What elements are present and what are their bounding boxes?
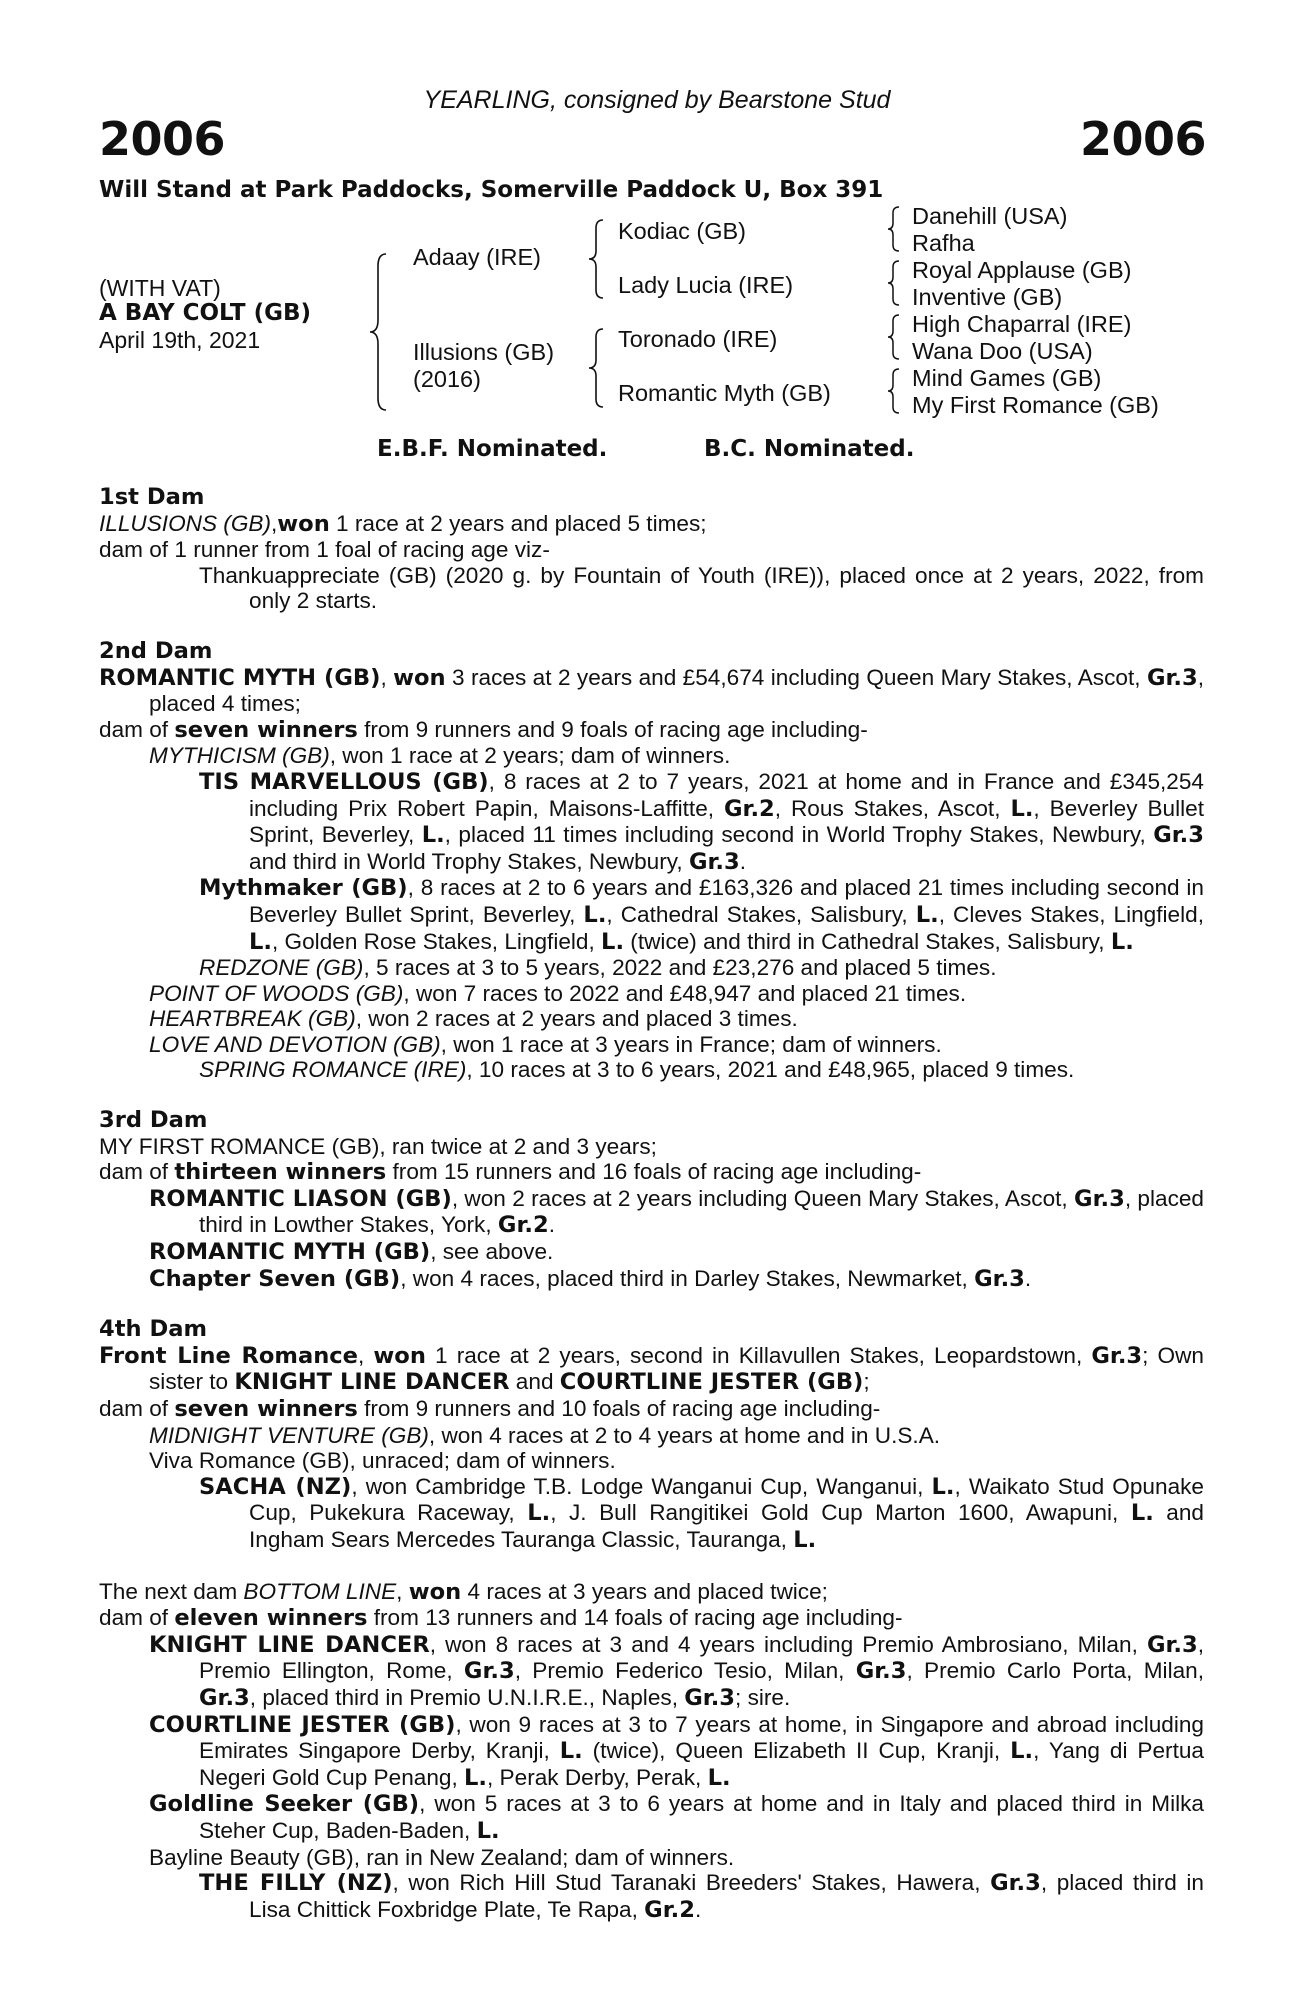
- pedigree-entry: [99, 1032, 1204, 1058]
- text-run: ; sire.: [735, 1684, 791, 1710]
- text-run: dam of 1 runner from 1 foal of racing age viz-: [99, 537, 550, 563]
- text-run: (twice) and third in Cathedral Stakes, Salisbury,: [624, 928, 1111, 954]
- text-run: , won 2 races at 2 years including Queen Mary Stakes, Ascot,: [451, 1185, 1075, 1211]
- pedigree-entry: [99, 1712, 1204, 1792]
- pedigree-entry: [99, 1448, 1204, 1474]
- bold-run: Gr.3: [684, 1684, 736, 1711]
- lot-number-right: 2006: [1079, 112, 1206, 166]
- vat-note: (WITH VAT): [99, 275, 221, 301]
- pedigree-entry: [99, 717, 1204, 744]
- text-run: , won 4 races at 2 to 4 years at home and in U.S.A.: [428, 1422, 941, 1448]
- text-run: , won 2 races at 2 years and placed 3 times.: [355, 1006, 798, 1032]
- text-run: , placed third in Lowther Stakes, York,: [199, 1185, 1204, 1238]
- pedigree-dam-dam: Romantic Myth (GB): [618, 380, 831, 406]
- text-run: , Perak Derby, Perak,: [487, 1764, 708, 1790]
- pedigree-g4-3: Royal Applause (GB): [912, 257, 1132, 283]
- bold-run: Gr.3: [463, 1658, 515, 1685]
- bold-run: Gr.3: [1153, 822, 1204, 849]
- pedigree-entry: [99, 1134, 1204, 1160]
- text-run: (twice), Queen Elizabeth II Cup, Kranji,: [582, 1738, 1011, 1764]
- section-heading: 4th Dam: [99, 1316, 208, 1343]
- section-heading: 1st Dam: [99, 484, 205, 510]
- pedigree-entry: [99, 1186, 1204, 1239]
- text-run: .: [739, 848, 746, 874]
- bold-run: Gr.3: [855, 1658, 907, 1685]
- text-run: and Ingham Sears Mercedes Tauranga Classic, Tauranga,: [249, 1500, 1204, 1552]
- pedigree-entry: [99, 511, 1204, 538]
- bold-run: L.: [559, 1738, 583, 1765]
- pedigree-g4-8: My First Romance (GB): [912, 392, 1159, 418]
- pedigree-brace-g3-3: [886, 313, 902, 361]
- pedigree-entry: [99, 875, 1204, 955]
- pedigree-entry: [99, 955, 1204, 981]
- text-run: dam of: [99, 1605, 175, 1631]
- pedigree-entry: [99, 1396, 1204, 1423]
- pedigree-sire-sire: Kodiac (GB): [618, 218, 746, 244]
- pedigree-entry: [99, 537, 1204, 563]
- pedigree-g4-5: High Chaparral (IRE): [912, 311, 1132, 337]
- text-run: and third in World Trophy Stakes, Newbury,: [249, 848, 689, 874]
- pedigree-entry: [99, 1870, 1204, 1923]
- pedigree-brace-main: [368, 252, 390, 412]
- text-run: , placed 11 times including second in World Trophy Stakes, Newbury,: [444, 822, 1154, 848]
- text-run: from 15 runners and 16 foals of racing age including-: [386, 1159, 922, 1185]
- text-run: , Premio Carlo Porta, Milan,: [906, 1658, 1205, 1684]
- text-run: , won 4 races, placed third in Darley Stakes, Newmarket,: [400, 1265, 975, 1291]
- text-run: ; Own sister to: [149, 1342, 1204, 1395]
- pedigree-entry: [99, 1579, 1204, 1606]
- bold-run: THE FILLY (NZ): [199, 1870, 393, 1897]
- text-run: ;: [863, 1369, 870, 1395]
- text-run: , Yang di Pertua Negeri Gold Cup Penang,: [199, 1738, 1204, 1790]
- bold-run: L.: [1010, 795, 1034, 822]
- pedigree-entry: [99, 743, 1204, 769]
- bold-run: L.: [527, 1500, 551, 1527]
- bold-run: Gr.3: [199, 1684, 250, 1711]
- bold-run: L.: [793, 1526, 817, 1553]
- bold-run: Front Line Romance: [99, 1342, 359, 1369]
- pedigree-entry: [99, 769, 1204, 875]
- text-run: , placed 4 times;: [149, 664, 1204, 717]
- text-run: dam of: [99, 1159, 175, 1185]
- pedigree-brace-g3-1: [886, 205, 902, 253]
- pedigree-entry: [99, 1632, 1204, 1712]
- pedigree-g4-2: Rafha: [912, 230, 975, 256]
- italic-run: ILLUSIONS (GB): [99, 510, 272, 536]
- pedigree-entry: [99, 1474, 1204, 1554]
- bold-run: eleven winners: [174, 1605, 368, 1632]
- bold-run: L.: [1110, 928, 1134, 955]
- italic-run: REDZONE (GB): [199, 955, 364, 981]
- text-run: , Cleves Stakes, Lingfield,: [938, 901, 1204, 927]
- text-run: , Premio Ellington, Rome,: [199, 1631, 1204, 1684]
- pedigree-g4-7: Mind Games (GB): [912, 365, 1102, 391]
- bold-run: Mythmaker (GB): [199, 875, 408, 902]
- foaling-date: April 19th, 2021: [99, 327, 261, 353]
- pedigree-dam-sire: Toronado (IRE): [618, 326, 778, 352]
- bold-run: Gr.3: [1146, 1631, 1198, 1658]
- text-run: , won 8 races at 3 and 4 years including Premio Ambrosiano, Milan,: [429, 1631, 1147, 1657]
- pedigree-entry: [99, 981, 1204, 1007]
- pedigree-entry: [99, 1159, 1204, 1186]
- text-run: , Cathedral Stakes, Salisbury,: [606, 901, 916, 927]
- text-run: 1 race at 2 years and placed 5 times;: [329, 510, 707, 536]
- pedigree-g4-6: Wana Doo (USA): [912, 338, 1093, 364]
- pedigree-brace-sire: [587, 218, 607, 300]
- bold-run: Gr.3: [990, 1870, 1041, 1897]
- text-run: from 9 runners and 10 foals of racing age including-: [357, 1396, 881, 1421]
- text-run: ,: [396, 1578, 409, 1604]
- dam-section: [99, 1579, 1204, 1924]
- text-run: , 10 races at 3 to 6 years, 2021 and £48,965, placed 9 times.: [466, 1057, 1075, 1083]
- bold-run: KNIGHT LINE DANCER: [149, 1631, 430, 1658]
- bold-run: KNIGHT LINE DANCER: [234, 1369, 510, 1396]
- text-run: 3 races at 2 years and £54,674 including Queen Mary Stakes, Ascot,: [445, 664, 1147, 690]
- bold-run: won: [408, 1578, 462, 1605]
- bold-run: L.: [601, 928, 625, 955]
- bold-run: SACHA (NZ): [199, 1473, 352, 1500]
- horse-name: A BAY COLT (GB): [99, 300, 312, 326]
- ebf-nomination: E.B.F. Nominated.: [377, 436, 608, 462]
- text-run: .: [548, 1212, 555, 1238]
- pedigree-entry: [99, 1239, 1204, 1266]
- text-run: , Premio Federico Tesio, Milan,: [514, 1658, 856, 1684]
- text-run: ,: [380, 664, 394, 690]
- text-run: , won 1 race at 2 years; dam of winners.: [329, 743, 731, 769]
- catalogue-body: [99, 485, 1204, 1948]
- text-run: , won 5 races at 3 to 6 years at home and in Italy and placed third in Milka Steher Cup, Baden-Baden,: [199, 1791, 1204, 1843]
- text-run: .: [1024, 1265, 1032, 1291]
- text-run: dam of: [99, 716, 175, 742]
- consignor-subtitle: YEARLING, consigned by Bearstone Stud: [423, 86, 891, 114]
- lot-number-left: 2006: [99, 112, 226, 166]
- pedigree-entry: [99, 1006, 1204, 1032]
- pedigree-brace-dam: [587, 327, 607, 409]
- pedigree-entry: [99, 1266, 1204, 1293]
- bold-run: COURTLINE JESTER (GB): [559, 1369, 864, 1396]
- text-run: , placed third in Lisa Chittick Foxbridge Plate, Te Rapa,: [249, 1870, 1204, 1922]
- text-run: , won Rich Hill Stud Taranaki Breeders' Stakes, Hawera,: [392, 1870, 991, 1896]
- text-run: , Rous Stakes, Ascot,: [774, 795, 1011, 821]
- pedigree-entry: [99, 1057, 1204, 1083]
- text-run: 1 race at 2 years, second in Killavullen Stakes, Leopardstown,: [425, 1342, 1092, 1368]
- text-run: , Golden Rose Stakes, Lingfield,: [271, 928, 602, 954]
- section-heading: 2nd Dam: [99, 637, 213, 664]
- text-run: The next dam: [99, 1578, 244, 1604]
- bold-run: won: [393, 664, 446, 691]
- pedigree-brace-g3-4: [886, 367, 902, 415]
- italic-run: HEARTBREAK (GB): [149, 1006, 356, 1032]
- bold-run: L.: [464, 1764, 487, 1791]
- bold-run: seven winners: [174, 1396, 358, 1422]
- bold-run: Gr.3: [1091, 1342, 1143, 1369]
- pedigree-brace-g3-2: [886, 259, 902, 307]
- pedigree-entry: [99, 665, 1204, 717]
- section-heading: 3rd Dam: [99, 1107, 208, 1134]
- bold-run: Gr.3: [1146, 664, 1198, 691]
- pedigree-entry: [99, 1791, 1204, 1844]
- text-run: , 8 races at 2 to 6 years and £163,326 and placed 21 times including second in Beverley Bullet Sprint, Beverley,: [249, 875, 1204, 927]
- pedigree-dam: Illusions (GB): [413, 339, 555, 365]
- text-run: .: [694, 1896, 702, 1922]
- italic-run: BOTTOM LINE: [243, 1578, 397, 1604]
- dam-section: [99, 1317, 1204, 1553]
- bold-run: Gr.3: [974, 1265, 1025, 1292]
- italic-run: POINT OF WOODS (GB): [149, 980, 404, 1006]
- text-run: Bayline Beauty (GB), ran in New Zealand; dam of winners.: [149, 1844, 735, 1870]
- bold-run: seven winners: [174, 716, 358, 743]
- bold-run: ROMANTIC MYTH (GB): [149, 1239, 431, 1266]
- text-run: , won 9 races at 3 to 7 years at home, in Singapore and abroad including Emirates Singapore Derby, Kranji,: [199, 1711, 1204, 1764]
- text-run: from 13 runners and 14 foals of racing age including-: [367, 1605, 903, 1631]
- bold-run: Gr.3: [688, 848, 740, 875]
- bold-run: TIS MARVELLOUS (GB): [199, 768, 489, 795]
- text-run: , placed third in Premio U.N.I.R.E., Naples,: [249, 1684, 685, 1710]
- italic-run: MIDNIGHT VENTURE (GB): [149, 1422, 429, 1448]
- text-run: dam of: [99, 1396, 175, 1421]
- text-run: , Waikato Stud Opunake Cup, Pukekura Raceway,: [249, 1473, 1204, 1526]
- bold-run: Gr.2: [497, 1212, 549, 1239]
- text-run: , Beverley Bullet Sprint, Beverley,: [249, 795, 1204, 848]
- bold-run: won: [277, 510, 330, 537]
- dam-section: [99, 639, 1204, 1083]
- pedigree-entry: [99, 1423, 1204, 1449]
- bold-run: Chapter Seven (GB): [149, 1265, 401, 1292]
- text-run: Viva Romance (GB), unraced; dam of winners.: [149, 1448, 616, 1474]
- italic-run: SPRING ROMANCE (IRE): [199, 1057, 467, 1083]
- bold-run: L.: [476, 1817, 500, 1844]
- text-run: Thankuappreciate (GB) (2020 g. by Fountain of Youth (IRE)), placed once at 2 years, 2022, from only 2 starts.: [199, 562, 1204, 614]
- text-run: , see above.: [430, 1239, 554, 1265]
- bold-run: Goldline Seeker (GB): [149, 1791, 420, 1818]
- bold-run: L.: [931, 1473, 955, 1500]
- pedigree-dam-year: (2016): [413, 366, 481, 392]
- text-run: , won 7 races to 2022 and £48,947 and placed 21 times.: [403, 980, 967, 1006]
- pedigree-g4-1: Danehill (USA): [912, 203, 1068, 229]
- bold-run: L.: [583, 901, 607, 928]
- bold-run: Gr.2: [724, 795, 775, 822]
- text-run: from 9 runners and 9 foals of racing age including-: [357, 716, 868, 742]
- text-run: ,: [271, 510, 278, 536]
- stand-location: Will Stand at Park Paddocks, Somerville Paddock U, Box 391: [99, 177, 884, 203]
- text-run: and: [509, 1369, 560, 1395]
- italic-run: MYTHICISM (GB): [149, 743, 330, 769]
- pedigree-entry: [99, 1343, 1204, 1396]
- italic-run: LOVE AND DEVOTION (GB): [149, 1031, 441, 1057]
- dam-section: [99, 1108, 1204, 1292]
- text-run: , 8 races at 2 to 7 years, 2021 at home and in France and £345,254 including Prix Robert Papin, Maisons-Laffitte,: [249, 768, 1204, 821]
- bc-nomination: B.C. Nominated.: [704, 436, 915, 462]
- bold-run: thirteen winners: [174, 1159, 387, 1186]
- bold-run: L.: [249, 928, 272, 955]
- text-run: , won Cambridge T.B. Lodge Wanganui Cup, Wanganui,: [351, 1473, 932, 1499]
- pedigree-entry: [99, 563, 1204, 614]
- bold-run: ROMANTIC LIASON (GB): [149, 1185, 452, 1212]
- pedigree-sire: Adaay (IRE): [413, 244, 541, 270]
- bold-run: COURTLINE JESTER (GB): [149, 1711, 456, 1738]
- pedigree-sire-dam: Lady Lucia (IRE): [618, 272, 794, 298]
- pedigree-entry: [99, 1845, 1204, 1871]
- bold-run: L.: [1010, 1738, 1034, 1765]
- bold-run: L.: [915, 901, 939, 928]
- bold-run: L.: [1130, 1500, 1154, 1527]
- text-run: MY FIRST ROMANCE (GB), ran twice at 2 and 3 years;: [99, 1133, 657, 1159]
- text-run: , 5 races at 3 to 5 years, 2022 and £23,276 and placed 5 times.: [363, 955, 997, 981]
- pedigree-entry: [99, 1605, 1204, 1632]
- text-run: , J. Bull Rangitikei Gold Cup Marton 1600, Awapuni,: [550, 1500, 1131, 1526]
- bold-run: L.: [421, 822, 445, 849]
- bold-run: ROMANTIC MYTH (GB): [99, 664, 381, 691]
- pedigree-g4-4: Inventive (GB): [912, 284, 1063, 310]
- text-run: ,: [358, 1342, 374, 1368]
- dam-section: [99, 485, 1204, 614]
- bold-run: Gr.3: [1074, 1185, 1125, 1212]
- bold-run: L.: [707, 1764, 731, 1791]
- text-run: , won 1 race at 3 years in France; dam of winners.: [440, 1031, 942, 1057]
- bold-run: Gr.2: [644, 1896, 695, 1923]
- text-run: 4 races at 3 years and placed twice;: [461, 1578, 828, 1604]
- bold-run: won: [373, 1342, 426, 1369]
